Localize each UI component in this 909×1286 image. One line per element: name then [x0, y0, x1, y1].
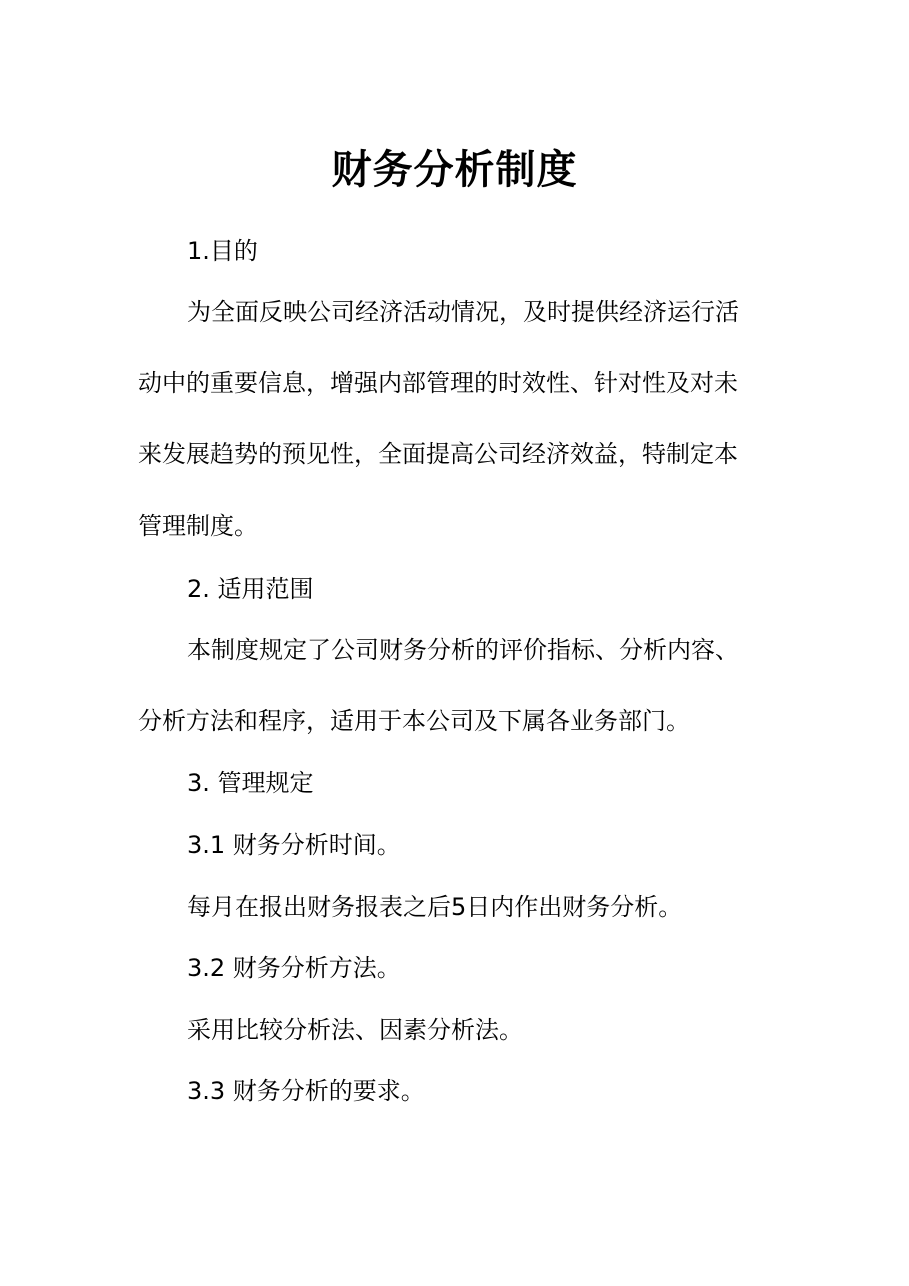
paragraph-line: 采用比较分析法、因素分析法。	[187, 1016, 523, 1044]
paragraph-line: 本制度规定了公司财务分析的评价指标、分析内容、	[187, 636, 739, 664]
section-heading-scope: 2. 适用范围	[187, 575, 314, 603]
section-heading-purpose: 1.目的	[187, 237, 258, 265]
section-heading-rules: 3. 管理规定	[187, 769, 314, 797]
subsection-heading: 3.2 财务分析方法。	[187, 954, 401, 982]
paragraph-line: 来发展趋势的预见性，全面提高公司经济效益，特制定本	[138, 440, 738, 468]
paragraph-line: 每月在报出财务报表之后5日内作出财务分析。	[187, 893, 683, 921]
paragraph-line: 管理制度。	[138, 512, 258, 540]
paragraph-line: 为全面反映公司经济活动情况，及时提供经济运行活	[187, 298, 739, 326]
subsection-heading: 3.1 财务分析时间。	[187, 831, 401, 859]
document-title: 财务分析制度	[331, 147, 578, 193]
paragraph-line: 分析方法和程序，适用于本公司及下属各业务部门。	[138, 707, 690, 735]
subsection-heading: 3.3 财务分析的要求。	[187, 1077, 425, 1105]
paragraph-line: 动中的重要信息，增强内部管理的时效性、针对性及对未	[138, 369, 738, 397]
